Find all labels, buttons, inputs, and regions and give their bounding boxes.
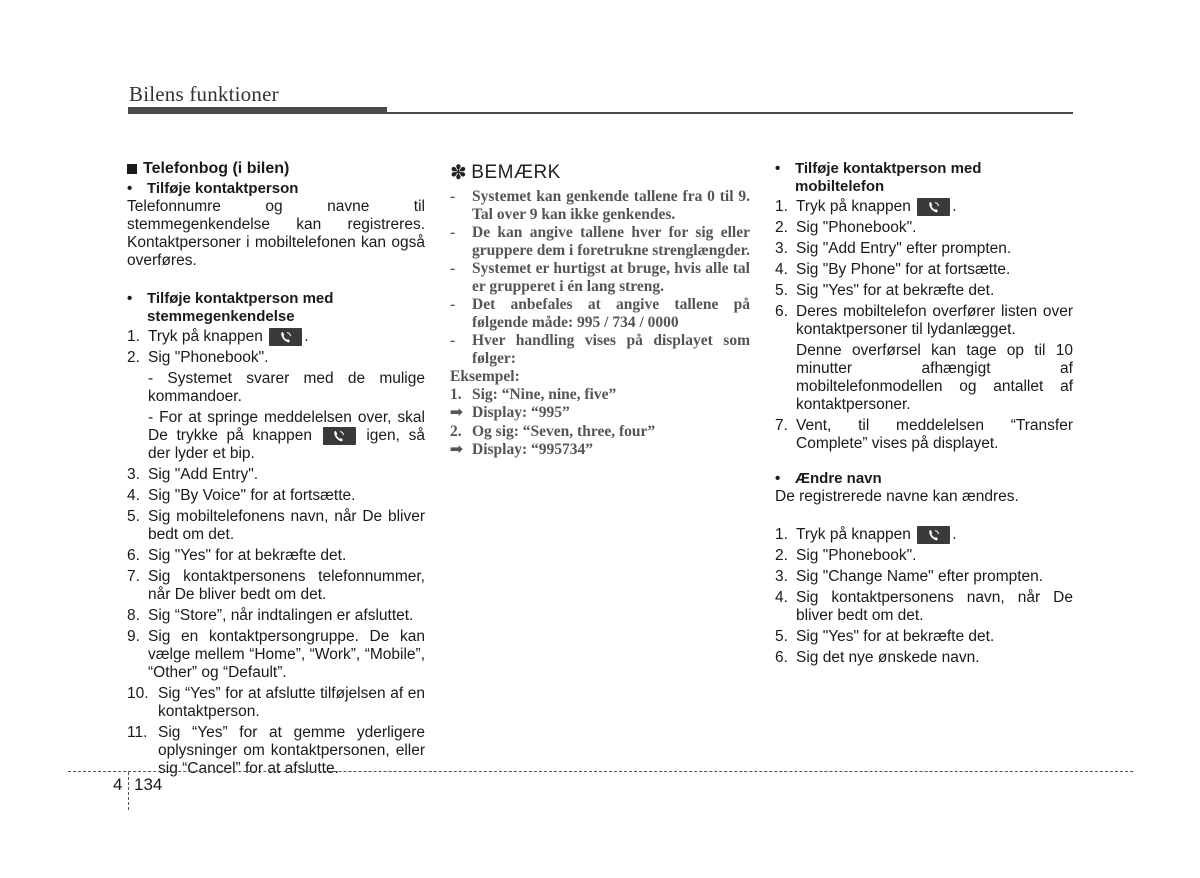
step-number: 1. (775, 526, 788, 543)
note-item (450, 260, 750, 295)
step-number: 6. (127, 547, 140, 564)
step-text: Sig “Yes” for at afslutte tilføjelsen af en kontaktperson. (158, 685, 425, 720)
column-right (775, 160, 1073, 670)
bullet-heading-text: Tilføje kontaktperson med mobiltelefon (795, 160, 982, 195)
example-label: Eksempel: (450, 368, 520, 385)
bullet-heading-text: Tilføje kontaktperson (147, 180, 299, 197)
step-item (775, 568, 1073, 586)
example-list (450, 386, 750, 459)
step-item (127, 607, 425, 625)
note-marker: 1. (450, 385, 462, 403)
step-text: Vent, til meddelelsen “Transfer Complete” vises på displayet. (796, 417, 1073, 452)
step-text: Sig kontaktpersonens telefonnummer, når De bliver bedt om det. (148, 568, 425, 603)
step-number: 5. (127, 508, 140, 525)
step-number: 2. (127, 349, 140, 366)
phone-talk-icon (917, 198, 950, 216)
bullet-heading (775, 470, 1073, 488)
header-title: Bilens funktioner (129, 82, 279, 106)
step-text: Tryk på knappen . (796, 198, 957, 215)
step-text: Sig "Yes" for at bekræfte det. (796, 628, 995, 645)
step-item (775, 219, 1073, 237)
header-bar (128, 107, 387, 114)
note-body (450, 188, 750, 459)
step-item (127, 547, 425, 565)
note-text: Systemet kan genkende tallene fra 0 til 9. Tal over 9 kan ikke genkendes. (472, 188, 750, 223)
step-text: Sig "Add Entry" efter prompten. (796, 240, 1012, 257)
step-number: 3. (775, 568, 788, 585)
note-item (450, 296, 750, 331)
step-number: 2. (775, 547, 788, 564)
note-text: Systemet er hurtigst at bruge, hvis alle tal er grupperet i én lang streng. (472, 260, 750, 295)
step-item (775, 240, 1073, 258)
step-item (127, 487, 425, 505)
step-text: Sig "Change Name" efter prompten. (796, 568, 1044, 585)
note-text: Hver handling vises på displayet som følger: (472, 332, 750, 367)
step-item (775, 589, 1073, 625)
column-left (127, 160, 425, 781)
note-title (450, 160, 750, 185)
note-title-text: BEMÆRK (471, 161, 561, 183)
note-text: De kan angive tallene hver for sig eller gruppere dem i foretrukne strenglængder. (472, 224, 750, 259)
step-text: Sig "By Voice" for at fortsætte. (148, 487, 356, 504)
step-text: Sig "Yes" for at bekræfte det. (148, 547, 347, 564)
footer-divider (128, 772, 129, 810)
step-number: 5. (775, 628, 788, 645)
note-text: Det anbefales at angive tallene på følgende måde: 995 / 734 / 0000 (472, 296, 750, 331)
step-text: Sig det nye ønskede navn. (796, 649, 980, 666)
bullet-icon: • (775, 470, 781, 487)
step-item (775, 547, 1073, 565)
step-number: 9. (127, 628, 140, 645)
rename-paragraph: De registrerede navne kan ændres. (775, 488, 1019, 505)
step-item (775, 628, 1073, 646)
step-text: Sig "By Phone" for at fortsætte. (796, 261, 1011, 278)
step-item (127, 328, 425, 346)
step-item (775, 417, 1073, 453)
bullet-icon: • (127, 180, 133, 197)
phone-talk-icon (917, 526, 950, 544)
step-text: Tryk på knappen . (796, 526, 957, 543)
note-marker: - (450, 296, 456, 313)
bullet-heading (127, 290, 425, 326)
step-number: 4. (127, 487, 140, 504)
step-item (127, 628, 425, 682)
step-list (127, 328, 425, 778)
step-note: - Systemet svarer med de mulige kommandoer. (148, 370, 425, 405)
step-item (127, 685, 425, 721)
bullet-heading (775, 160, 1073, 196)
step-item (127, 724, 425, 778)
step-number: 1. (127, 328, 140, 345)
note-text: Sig: “Nine, nine, five” (472, 385, 617, 403)
header-rule (387, 112, 1073, 114)
step-number: 6. (775, 303, 788, 320)
intro-paragraph: Telefonnumre og navne til stemmegenkendelse kan registreres. Kontaktpersoner i mobiltelefonen kan også overføres. (127, 198, 425, 269)
section-title (127, 160, 425, 178)
step-item (127, 568, 425, 604)
phone-talk-icon (269, 328, 302, 346)
step-number: 7. (775, 417, 788, 434)
step-item (127, 466, 425, 484)
note-item (450, 404, 750, 422)
note-text: Display: “995734” (472, 441, 593, 458)
step-number: 4. (775, 261, 788, 278)
bullet-icon: • (775, 160, 781, 177)
page-number: 134 (134, 775, 163, 794)
column-middle (450, 160, 750, 460)
note-list (450, 188, 750, 367)
note-marker: - (450, 332, 456, 349)
step-item (775, 303, 1073, 339)
step-number: 11. (127, 724, 148, 741)
step-note: Denne overførsel kan tage op til 10 minutter afhængigt af mobiltelefonmodellen og antallet af kontaktpersoner. (796, 342, 1073, 413)
section-title-text: Telefonbog (i bilen) (143, 160, 290, 177)
step-item (775, 198, 1073, 216)
step-text: Sig mobiltelefonens navn, når De bliver bedt om det. (148, 508, 425, 543)
note-text: Display: “995” (472, 404, 570, 421)
asterisk-icon: ✽ (450, 162, 468, 184)
step-item (775, 282, 1073, 300)
chapter-number: 4 (113, 775, 123, 794)
step-number: 3. (775, 240, 788, 257)
step-text: Sig en kontaktpersongruppe. De kan vælge mellem “Home”, “Work”, “Mobile”, “Other” og “Default”. (148, 628, 425, 681)
note-marker: - (450, 188, 456, 205)
step-number: 10. (127, 685, 149, 702)
footer-rule (68, 771, 1133, 772)
step-text: Sig "Phonebook". (148, 349, 269, 366)
note-item (450, 441, 750, 459)
step-item (775, 526, 1073, 544)
step-number: 5. (775, 282, 788, 299)
square-bullet-icon (127, 164, 137, 174)
note-marker: - (450, 260, 456, 277)
note-marker: ➟ (450, 441, 463, 458)
step-number: 1. (775, 198, 788, 215)
step-text: Sig "Phonebook". (796, 219, 917, 236)
step-text: Sig "Yes" for at bekræfte det. (796, 282, 995, 299)
step-number: 4. (775, 589, 788, 606)
step-note: - For at springe meddelelsen over, skal De trykke på knappen igen, så der lyder et bip. (148, 409, 425, 462)
bullet-heading (127, 180, 425, 198)
note-item (450, 423, 750, 441)
note-item (450, 188, 750, 223)
step-text: Sig "Phonebook". (796, 547, 917, 564)
note-marker: 2. (450, 422, 462, 440)
step-list (775, 526, 1073, 667)
note-item (450, 386, 750, 404)
note-item (450, 224, 750, 259)
step-number: 8. (127, 607, 140, 624)
step-text: Tryk på knappen . (148, 328, 309, 345)
phone-talk-icon (323, 427, 356, 445)
step-item (127, 508, 425, 544)
note-marker: ➟ (450, 404, 463, 421)
step-text: Sig "Add Entry". (148, 466, 259, 483)
step-item (775, 261, 1073, 279)
step-item (775, 649, 1073, 667)
note-item (450, 332, 750, 367)
step-text: Deres mobiltelefon overfører listen over kontaktpersoner til lydanlægget. (796, 303, 1073, 338)
step-list (775, 198, 1073, 453)
step-text: Sig “Store”, når indtalingen er afsluttet. (148, 607, 414, 624)
step-number: 7. (127, 568, 140, 585)
step-number: 6. (775, 649, 788, 666)
note-text: Og sig: “Seven, three, four” (472, 422, 656, 440)
note-marker: - (450, 224, 456, 241)
step-text: Sig kontaktpersonens navn, når De bliver bedt om det. (796, 589, 1073, 624)
step-number: 2. (775, 219, 788, 236)
step-item (127, 349, 425, 367)
step-text: Sig “Yes” for at gemme yderligere oplysninger om kontaktpersonen, eller sig “Cancel” for at afslutte. (158, 724, 425, 777)
bullet-icon: • (127, 290, 133, 307)
bullet-heading-text: Tilføje kontaktperson med stemmegenkendelse (147, 290, 334, 325)
step-number: 3. (127, 466, 140, 483)
bullet-heading-text: Ændre navn (795, 470, 882, 487)
